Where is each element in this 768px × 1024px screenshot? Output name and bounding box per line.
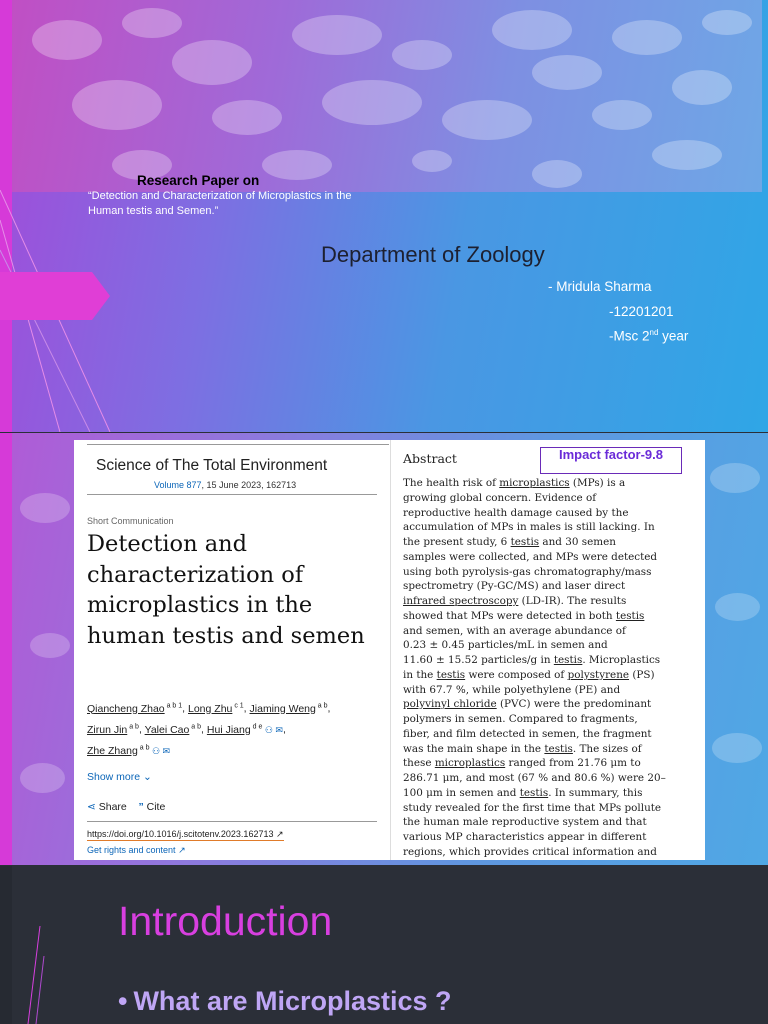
abstract-line: regions, which provides critical information and	[403, 845, 657, 858]
decorative-arrow	[0, 272, 92, 320]
abstract-line: with 67.7 %, while polyethylene (PE) and	[403, 683, 621, 696]
abstract-line: the present study, 6 testis and 30 semen	[403, 536, 616, 548]
author-name-link[interactable]: Yalei Cao	[144, 723, 190, 736]
divider	[87, 444, 389, 445]
abstract-line: fiber, and film detected in semen, the fragment	[403, 727, 652, 740]
roll-number: -12201201	[609, 304, 674, 319]
paper-screenshot	[74, 440, 705, 860]
author-name-link[interactable]: Jiaming Weng	[249, 702, 316, 715]
department-name: Department of Zoology	[321, 242, 545, 267]
volume-info: Volume 877, 15 June 2023, 162713	[154, 480, 297, 490]
doi-link[interactable]: https://doi.org/10.1016/j.scitotenv.2023.162713 ↗	[87, 829, 284, 839]
bullet-icon: •	[118, 986, 128, 1016]
article-header	[74, 440, 390, 860]
impact-factor-box: Impact factor-9.8	[540, 447, 682, 474]
abstract-line: infrared spectroscopy (LD-IR). The results	[403, 595, 627, 607]
left-accent-strip	[0, 433, 12, 865]
paper-title-quote: “Detection and Characterization of Microplastics in the Human testis and Semen.”	[88, 190, 352, 217]
author-entry[interactable]	[87, 703, 182, 715]
author-list: Qiancheng Zhao $^{a b 1}$, Long Zhu $^{c 1}$, Jiaming Weng $^{a b}$, Zirun Jin $^{a b}$, Yalei Cao $^{a b}$, Hui Jiang $^{d e}$ ⚇ ✉, Zhe Zhang $^{a b}$ ⚇ ✉	[87, 702, 331, 757]
contact-icons[interactable]: ⚇ ✉	[149, 745, 171, 756]
slide-title: Introduction	[118, 898, 333, 944]
abstract-text	[403, 476, 703, 860]
research-paper-heading: Research Paper on	[137, 173, 260, 188]
get-rights-link[interactable]: Get rights and content ↗	[87, 845, 186, 855]
bullet-item	[118, 986, 452, 1017]
external-link-icon: ↗	[178, 845, 186, 855]
author-affiliation: a b	[127, 723, 139, 730]
author-affiliation: a b 1	[164, 702, 183, 709]
decorative-arrow-tip	[92, 272, 110, 320]
author-name-link[interactable]: Long Zhu	[188, 702, 233, 715]
title-slide	[0, 0, 768, 432]
divider	[87, 821, 377, 822]
abstract-line: 100 μm in semen and testis. In summary, this	[403, 786, 643, 799]
abstract-line: accumulation of MPs in males is still lacking. In	[403, 521, 655, 534]
share-button[interactable]: Share	[98, 801, 127, 813]
abstract-heading: Abstract	[403, 451, 457, 466]
course-year: -Msc 2nd year	[609, 328, 689, 344]
quote-icon: ”	[138, 801, 144, 813]
abstract-line: showed that MPs were detected in both testis	[403, 609, 645, 622]
author-name-link[interactable]: Hui Jiang	[206, 723, 251, 736]
author-name: - Mridula Sharma	[548, 279, 652, 294]
abstract-line: polyvinyl chloride (PVC) were the predominant	[403, 698, 652, 711]
abstract-line: was the main shape in the testis. The sizes of	[403, 742, 642, 755]
abstract-line: using both pyrolysis-gas chromatography/mass	[403, 565, 652, 578]
chevron-down-icon: ⌄	[143, 771, 152, 783]
article-type: Short Communication	[87, 516, 174, 526]
abstract-line: in the testis were composed of polystyrene (PS)	[403, 668, 655, 681]
abstract-line: the human male reproductive system and that	[403, 816, 647, 829]
author-entry[interactable]	[87, 745, 170, 757]
abstract-line: study revealed for the first time that MPs pollute	[403, 801, 662, 814]
abstract-line: growing global concern. Evidence of	[403, 491, 597, 504]
cite-button[interactable]: Cite	[146, 801, 166, 813]
paper-slide	[0, 433, 768, 865]
external-link-icon: ↗	[275, 829, 284, 839]
abstract-line: polymers in semen. Compared to fragments,	[403, 713, 638, 725]
introduction-slide	[0, 866, 768, 1024]
abstract-line: samples were collected, and MPs were detected	[403, 550, 658, 563]
abstract-line: 286.71 μm, and most (67 % and 80.6 %) were 20–	[403, 772, 666, 784]
bokeh-background-image	[12, 0, 762, 192]
decorative-lines	[0, 926, 60, 1024]
author-name-link[interactable]: Zirun Jin	[87, 723, 128, 736]
author-affiliation: a b	[315, 702, 328, 709]
article-title: Detection and characterization of microplastics in the human testis and semen	[87, 531, 365, 649]
author-entry[interactable]	[250, 703, 328, 715]
author-entry[interactable]	[188, 703, 244, 715]
abstract-line: these microplastics ranged from 21.76 μm to	[403, 757, 641, 770]
author-name-link[interactable]: Zhe Zhang	[87, 744, 138, 757]
bullet-text: What are Microplastics ?	[133, 986, 452, 1016]
author-name-link[interactable]: Qiancheng Zhao	[87, 702, 165, 715]
author-affiliation: c 1	[232, 702, 244, 709]
author-affiliation: a b	[137, 744, 150, 751]
abstract-line: 11.60 ± 15.52 particles/g in testis. Microplastics	[403, 654, 661, 666]
abstract-section	[390, 440, 705, 860]
author-affiliation: a b	[189, 723, 202, 730]
share-icon: ⋖	[87, 801, 96, 813]
author-affiliation: d e	[250, 723, 263, 730]
abstract-line: reproductive health damage caused by the	[403, 506, 629, 519]
author-entry[interactable]	[87, 724, 139, 736]
share-cite-row	[87, 801, 165, 813]
journal-name: Science of The Total Environment	[96, 457, 328, 474]
abstract-line: spectrometry (Py-GC/MS) and laser direct	[403, 580, 626, 593]
author-entry[interactable]	[145, 724, 201, 736]
author-entry[interactable]	[207, 724, 283, 736]
abstract-line: The health risk of microplastics (MPs) is a	[403, 477, 626, 489]
contact-icons[interactable]: ⚇ ✉	[262, 724, 283, 735]
abstract-line: and semen, with an average abundance of	[403, 624, 626, 637]
abstract-line: 0.23 ± 0.45 particles/mL in semen and	[403, 639, 608, 652]
show-more-link[interactable]: Show more ⌄	[87, 771, 152, 783]
abstract-line: various MP characteristics appear in different	[403, 831, 647, 843]
divider	[87, 494, 377, 495]
